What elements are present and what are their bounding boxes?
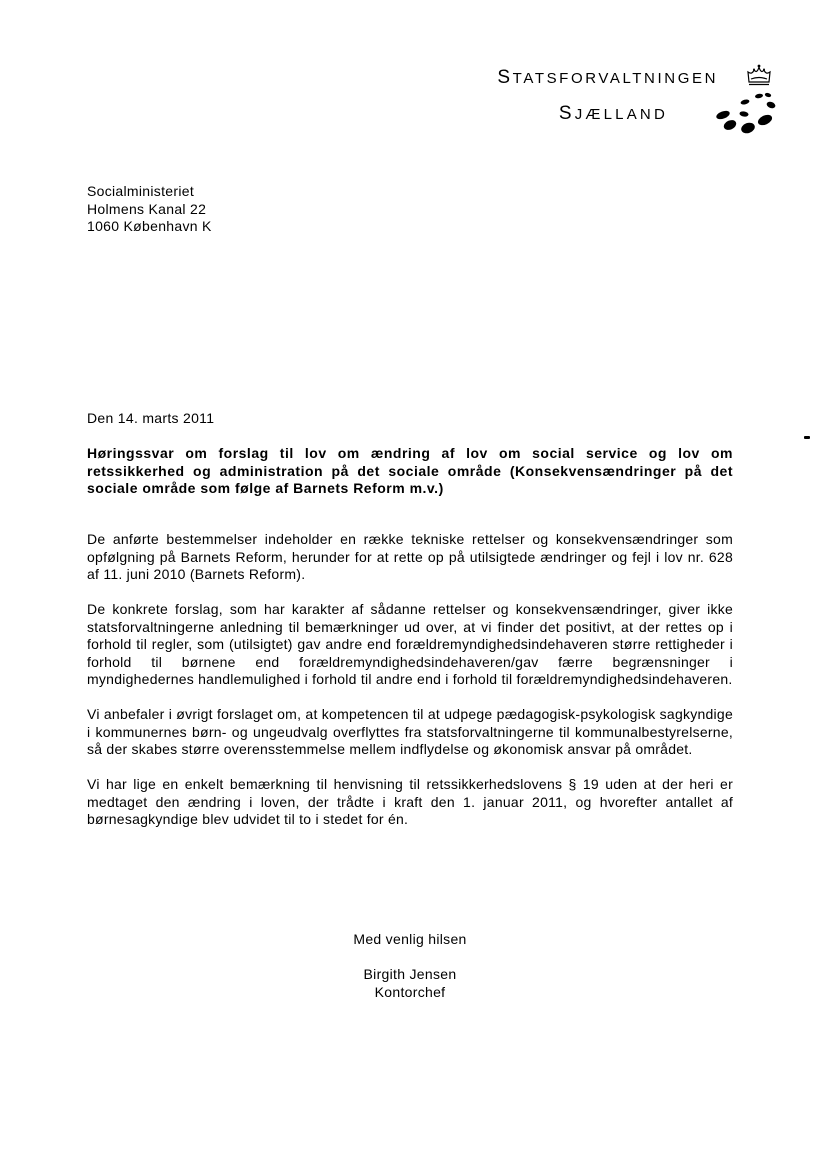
letter-body xyxy=(87,531,733,846)
recipient-street: Holmens Kanal 22 xyxy=(87,200,207,217)
region-name-rest: JÆLLAND xyxy=(574,106,668,123)
region-logo-dots-icon xyxy=(708,92,780,140)
closing-greeting: Med venlig hilsen xyxy=(353,931,467,947)
subject-heading: Høringssvar om forslag til lov om ændring af lov om social service og lov om retssikkerhed og administration på det sociale område (Konsekvensændringer på det sociale område som følge af Barnets Reform m.v.) xyxy=(87,445,733,496)
body-paragraph: De anførte bestemmelser indeholder en række tekniske rettelser og konsekvensændringer som opfølgning på Barnets Reform, herunder for at rette op på utilsigtede ændringer og fejl i lov nr. 628 af 11. juni 2010 (Barnets Reform). xyxy=(87,531,733,582)
recipient-address xyxy=(87,183,212,236)
body-paragraph: Vi har lige en enkelt bemærkning til henvisning til retssikkerhedslovens § 19 uden at der heri er medtaget den ændring i loven, der trådte i kraft den 1. januar 2011, og hvorefter antallet af børnesagkyndige blev udvidet til to i stedet for én. xyxy=(87,776,733,827)
letter-date: Den 14. marts 2011 xyxy=(87,410,215,426)
body-paragraph: De konkrete forslag, som har karakter af sådanne rettelser og konsekvensændringer, giver ikke statsforvaltningerne anledning til bemærkninger ud over, at vi finder det positivt, at der rettes op i forhold til regler, som (utilsigtet) gav andre end forældremyndighedsindehaveren større rettigheder i forhold til børnene end forældremyndighedsindehaveren/gav færre begrænsninger i myndighedernes handlemulighed i forhold til andre end i forhold til forældremyndighedsindehaveren. xyxy=(87,601,733,687)
margin-mark xyxy=(804,436,810,439)
organization-name-rest: TATSFORVALTNINGEN xyxy=(512,70,718,87)
closing-block xyxy=(87,931,733,1001)
organization-name-initial: S xyxy=(497,67,513,88)
crown-icon xyxy=(745,64,773,88)
region-name-initial: S xyxy=(558,103,575,124)
recipient-name: Socialministeriet xyxy=(87,183,195,199)
body-paragraph: Vi anbefaler i øvrigt forslaget om, at kompetencen til at udpege pædagogisk-psykologisk sagkyndige i kommunernes børn- og ungeudvalg overflyttes fra statsforvaltningerne til kommunalbestyrelserne, så der skabes større overensstemmelse mellem indflydelse og økonomisk ansvar på området. xyxy=(87,706,733,757)
letterhead xyxy=(420,64,800,144)
signer-name: Birgith Jensen xyxy=(363,966,457,982)
region-name xyxy=(559,103,668,125)
signer-title: Kontorchef xyxy=(374,983,446,1000)
recipient-city: 1060 København K xyxy=(87,218,212,234)
organization-name xyxy=(497,67,718,89)
